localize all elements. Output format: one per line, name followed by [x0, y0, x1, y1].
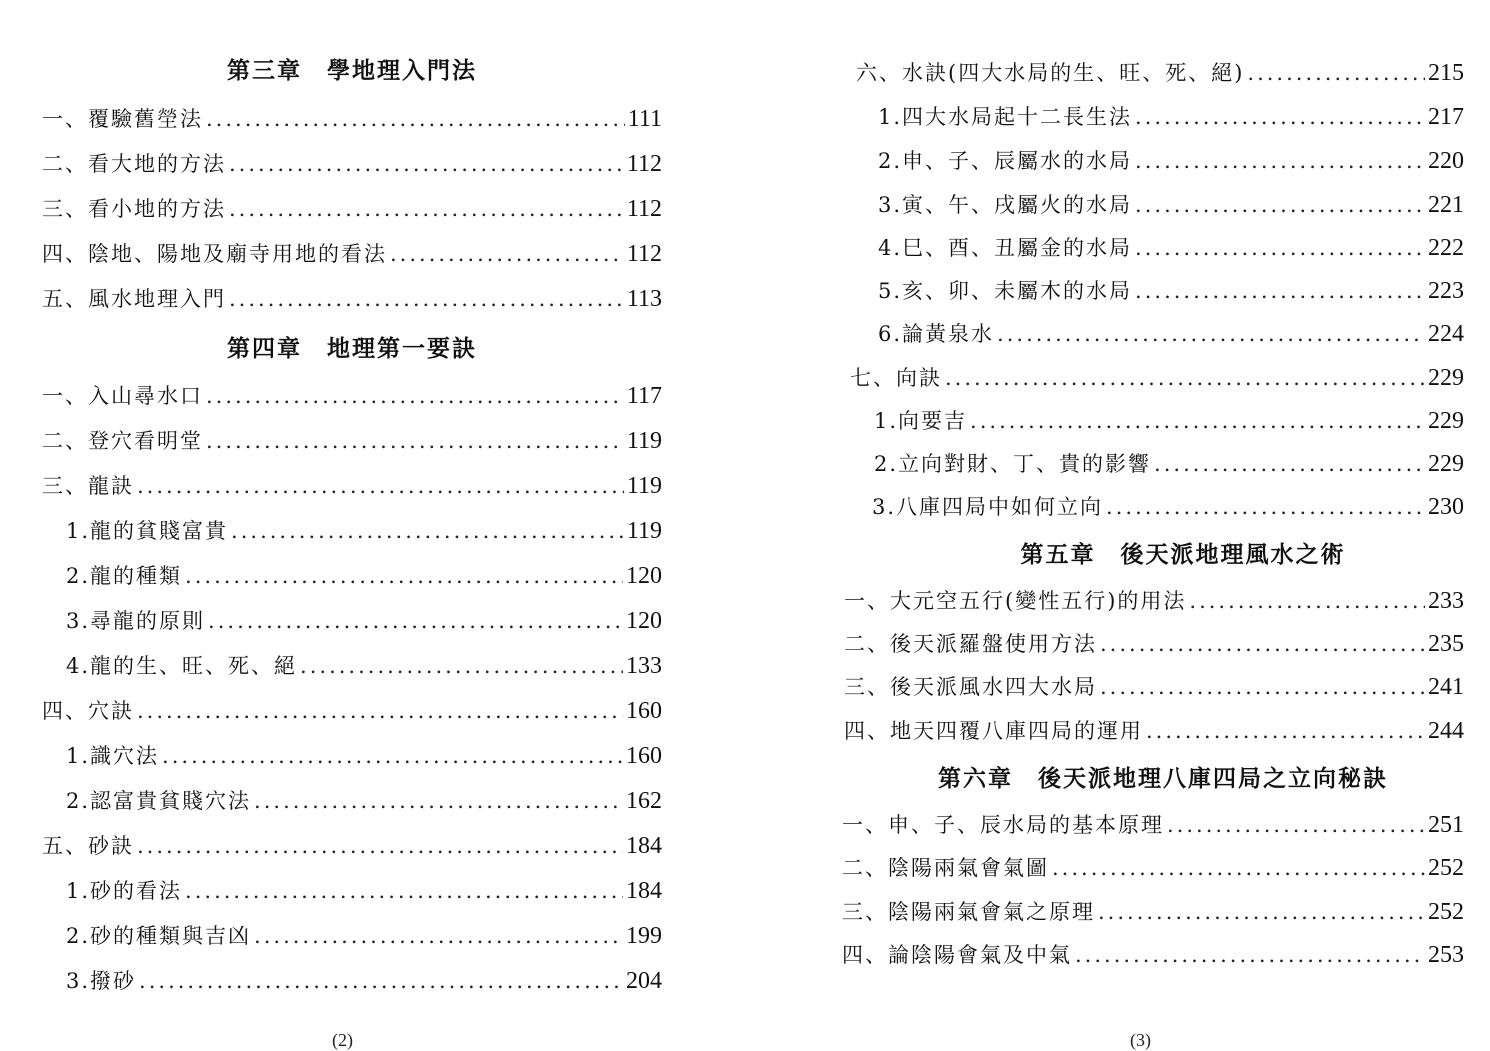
toc-entry-label: 四、陰地、陽地及廟寺用地的看法 [42, 242, 387, 266]
toc-entry-label: 1.四大水局起十二長生法 [878, 105, 1133, 129]
toc-subentry [878, 233, 1464, 263]
toc-entry-label: 1.龍的貧賤富貴 [66, 519, 229, 543]
leader-dots [206, 426, 624, 456]
toc-entry-page: 235 [1428, 631, 1464, 657]
toc-entry [42, 696, 662, 726]
toc-entry-page: 162 [626, 788, 662, 814]
toc-entry-page: 224 [1428, 321, 1464, 347]
toc-entry [42, 284, 662, 314]
toc-entry [42, 104, 662, 134]
toc-entry-page: 112 [626, 196, 662, 222]
toc-entry [844, 716, 1464, 746]
toc-entry [850, 363, 1464, 393]
toc-entry [844, 672, 1464, 702]
right-page [842, 0, 1464, 1050]
leader-dots [1075, 940, 1425, 970]
leader-dots [390, 239, 624, 269]
toc-entry-label: 3.尋龍的原則 [66, 609, 206, 633]
toc-entry [42, 831, 662, 861]
toc-subentry [878, 319, 1464, 349]
toc-entry-label: 三、陰陽兩氣會氣之原理 [842, 900, 1095, 924]
leader-dots [185, 876, 623, 906]
toc-entry-page: 112 [626, 241, 662, 267]
toc-entry-page: 223 [1428, 278, 1464, 304]
toc-entry-page: 199 [626, 923, 662, 949]
toc-entry [844, 586, 1464, 616]
toc-entry-label: 二、陰陽兩氣會氣圖 [842, 856, 1049, 880]
toc-entry-page: 229 [1428, 451, 1464, 477]
toc-subentry [874, 406, 1464, 436]
toc-subentry [66, 921, 662, 951]
toc-entry-page: 204 [626, 968, 662, 994]
toc-entry [842, 940, 1464, 970]
leader-dots [1154, 449, 1425, 479]
toc-entry [42, 239, 662, 269]
toc-entry-label: 二、看大地的方法 [42, 152, 226, 176]
toc-entry-page: 244 [1428, 718, 1464, 744]
leader-dots [1098, 897, 1425, 927]
leader-dots [229, 149, 624, 179]
toc-entry-label: 1.向要吉 [874, 409, 968, 433]
toc-entry [42, 471, 662, 501]
toc-entry-label: 3.八庫四局中如何立向 [872, 495, 1104, 519]
toc-entry [842, 853, 1464, 883]
leader-dots [1189, 586, 1425, 616]
left-page [42, 0, 662, 1050]
leader-dots [970, 406, 1425, 436]
toc-entry-label: 2.砂的種類與吉凶 [66, 924, 252, 948]
leader-dots [137, 471, 624, 501]
toc-entry-label: 3.寅、午、戌屬火的水局 [878, 193, 1133, 217]
leader-dots [254, 786, 623, 816]
toc-entry-label: 2.龍的種類 [66, 564, 183, 588]
toc-entry [842, 810, 1464, 840]
toc-entry-label: 三、看小地的方法 [42, 197, 226, 221]
leader-dots [1052, 853, 1425, 883]
toc-subentry [66, 651, 662, 681]
toc-entry-label: 一、申、子、辰水局的基本原理 [842, 813, 1164, 837]
toc-entry-label: 五、風水地理入門 [42, 287, 226, 311]
toc-entry [844, 629, 1464, 659]
toc-entry-page: 120 [626, 563, 662, 589]
toc-entry-label: 4.龍的生、旺、死、絕 [66, 654, 298, 678]
toc-entry-label: 2.申、子、辰屬水的水局 [878, 149, 1133, 173]
leader-dots [229, 194, 624, 224]
leader-dots [1146, 716, 1425, 746]
chapter-3-title: 第三章 學地理入門法 [227, 58, 477, 84]
toc-entry-label: 五、砂訣 [42, 834, 134, 858]
toc-entry-label: 四、論陰陽會氣及中氣 [842, 943, 1072, 967]
leader-dots [185, 561, 623, 591]
leader-dots [1106, 492, 1425, 522]
toc-entry-page: 253 [1428, 942, 1464, 968]
leader-dots [1135, 276, 1425, 306]
toc-entry-label: 二、登穴看明堂 [42, 429, 203, 453]
toc-entry-page: 160 [626, 698, 662, 724]
leader-dots [1135, 190, 1425, 220]
toc-subentry [66, 561, 662, 591]
toc-entry-label: 4.巳、酉、丑屬金的水局 [878, 236, 1133, 260]
toc-entry-page: 119 [626, 428, 662, 454]
toc-subentry [878, 102, 1464, 132]
toc-entry-page: 117 [626, 383, 662, 409]
toc-entry-page: 233 [1428, 588, 1464, 614]
page-number: (2) [332, 1030, 353, 1050]
toc-entry-page: 251 [1428, 812, 1464, 838]
toc-entry-label: 1.砂的看法 [66, 879, 183, 903]
page-number: (3) [1130, 1030, 1151, 1050]
chapter-6-title: 第六章 後天派地理八庫四局之立向秘訣 [938, 766, 1388, 792]
chapter-4-title: 第四章 地理第一要訣 [227, 336, 477, 362]
toc-entry-label: 四、地天四覆八庫四局的運用 [844, 719, 1143, 743]
leader-dots [1100, 672, 1425, 702]
toc-entry-page: 229 [1428, 365, 1464, 391]
toc-entry [42, 381, 662, 411]
toc-subentry [66, 516, 662, 546]
toc-entry-page: 133 [626, 653, 662, 679]
toc-entry-label: 一、覆驗舊塋法 [42, 107, 203, 131]
toc-entry-label: 三、後天派風水四大水局 [844, 675, 1097, 699]
toc-entry-page: 252 [1428, 855, 1464, 881]
toc-entry-label: 2.認富貴貧賤穴法 [66, 789, 252, 813]
leader-dots [206, 104, 625, 134]
toc-entry-page: 184 [626, 878, 662, 904]
toc-entry-page: 252 [1428, 899, 1464, 925]
toc-entry-page: 220 [1428, 148, 1464, 174]
toc-entry [42, 149, 662, 179]
toc-subentry [66, 876, 662, 906]
leader-dots [1135, 102, 1425, 132]
leader-dots [206, 381, 624, 411]
leader-dots [137, 696, 623, 726]
toc-entry-label: 一、大元空五行(變性五行)的用法 [844, 589, 1187, 613]
leader-dots [231, 516, 624, 546]
leader-dots [300, 651, 623, 681]
toc-entry-page: 221 [1428, 192, 1464, 218]
toc-entry-page: 215 [1428, 60, 1464, 86]
toc-entry-page: 111 [627, 106, 662, 132]
leader-dots [139, 966, 623, 996]
toc-entry [42, 194, 662, 224]
toc-subentry [66, 786, 662, 816]
leader-dots [945, 363, 1425, 393]
toc-entry-page: 217 [1428, 104, 1464, 130]
toc-entry-label: 四、穴訣 [42, 699, 134, 723]
toc-entry-label: 三、龍訣 [42, 474, 134, 498]
toc-entry-label: 一、入山尋水口 [42, 384, 203, 408]
chapter-5-title: 第五章 後天派地理風水之術 [1020, 542, 1346, 568]
toc-subentry [874, 449, 1464, 479]
toc-entry-page: 229 [1428, 408, 1464, 434]
toc-entry [856, 58, 1464, 88]
toc-subentry [66, 966, 662, 996]
leader-dots [229, 284, 624, 314]
leader-dots [162, 741, 623, 771]
toc-entry-label: 二、後天派羅盤使用方法 [844, 632, 1097, 656]
leader-dots [254, 921, 623, 951]
toc-subentry [878, 276, 1464, 306]
toc-subentry [66, 741, 662, 771]
toc-entry-label: 3.撥砂 [66, 969, 137, 993]
leader-dots [1135, 146, 1425, 176]
toc-entry-page: 184 [626, 833, 662, 859]
leader-dots [997, 319, 1425, 349]
toc-entry-label: 六、水訣(四大水局的生、旺、死、絕) [856, 61, 1245, 85]
leader-dots [1135, 233, 1425, 263]
toc-entry-label: 1.識穴法 [66, 744, 160, 768]
toc-entry-label: 6.論黃泉水 [878, 322, 995, 346]
toc-entry-page: 120 [626, 608, 662, 634]
toc-entry-label: 七、向訣 [850, 366, 942, 390]
toc-entry-page: 112 [626, 151, 662, 177]
toc-entry-page: 241 [1428, 674, 1464, 700]
toc-subentry [878, 190, 1464, 220]
toc-entry-label: 5.亥、卯、未屬木的水局 [878, 279, 1133, 303]
toc-entry-page: 160 [626, 743, 662, 769]
leader-dots [1100, 629, 1425, 659]
leader-dots [137, 831, 623, 861]
toc-entry-page: 119 [626, 473, 662, 499]
leader-dots [1167, 810, 1425, 840]
leader-dots [1247, 58, 1425, 88]
toc-entry [42, 426, 662, 456]
toc-entry [842, 897, 1464, 927]
toc-subentry [66, 606, 662, 636]
toc-entry-page: 230 [1428, 494, 1464, 520]
toc-subentry [872, 492, 1464, 522]
toc-entry-page: 222 [1428, 235, 1464, 261]
toc-entry-label: 2.立向對財、丁、貴的影響 [874, 452, 1152, 476]
leader-dots [208, 606, 623, 636]
toc-entry-page: 119 [626, 518, 662, 544]
toc-entry-page: 113 [626, 286, 662, 312]
toc-subentry [878, 146, 1464, 176]
